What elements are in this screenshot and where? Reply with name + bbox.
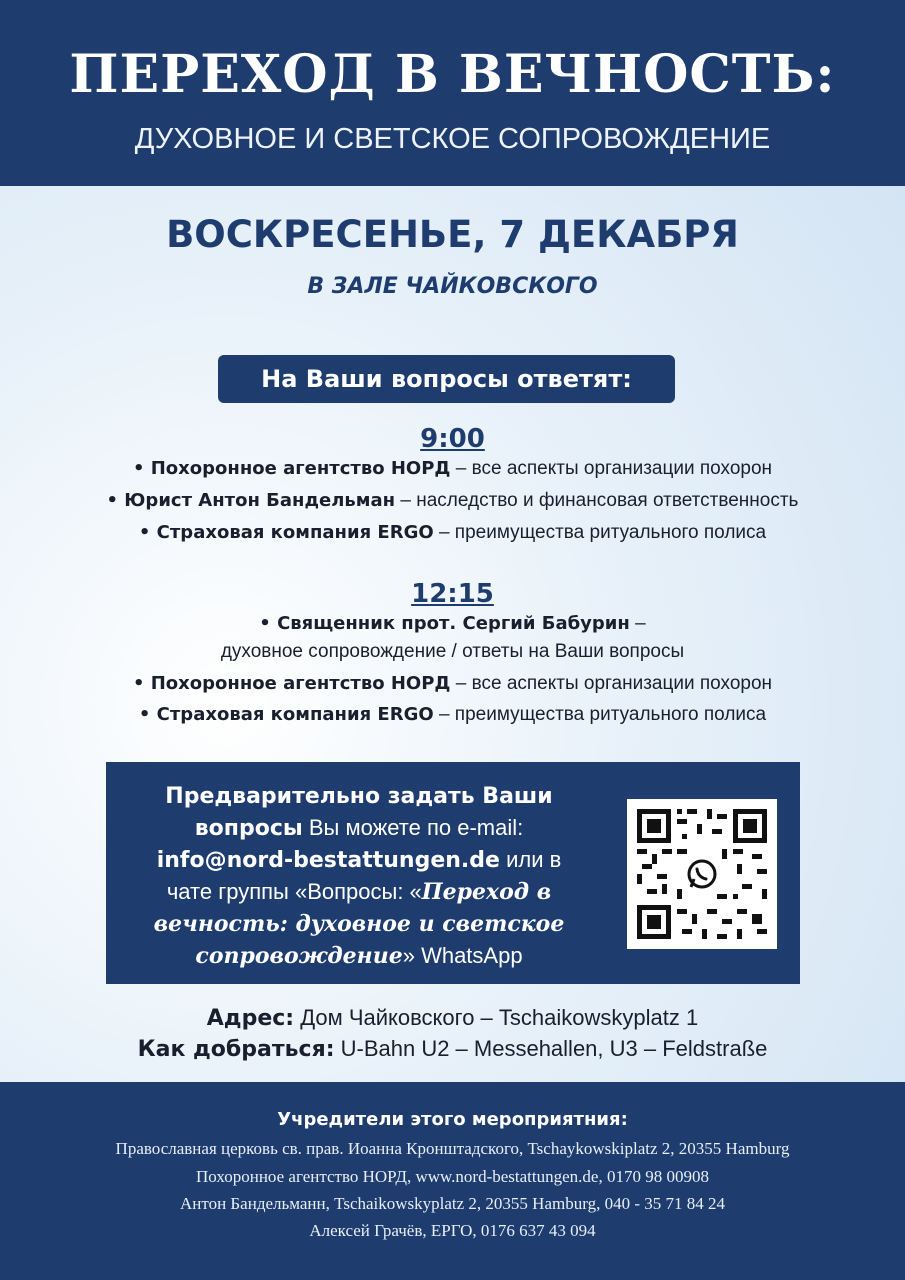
session-2-item-2: • Похоронное агентство НОРД – все аспекты организации похорон [132, 673, 773, 694]
qr-code-whatsapp-icon[interactable] [627, 799, 777, 949]
email-link[interactable]: info@nord-bestattungen.de [156, 848, 500, 873]
session-1-item-1: • Похоронное агентство НОРД – все аспекты организации похорон [132, 458, 773, 479]
session-2-item-1-cont: духовное сопровождение / ответы на Ваши вопросы [220, 641, 685, 662]
page-subtitle: ДУХОВНОЕ И СВЕТСКОЕ СОПРОВОЖДЕНИЕ [134, 123, 771, 155]
ask-questions-box [106, 762, 800, 984]
page-title: ПЕРЕХОД В ВЕЧНОСТЬ: [69, 44, 836, 105]
footer-line-lawyer: Антон Бандельманн, Tschaikowskyplatz 2, 20355 Hamburg, 040 - 35 71 84 24 [179, 1194, 725, 1213]
session-time-2: 12:15 [411, 579, 494, 609]
session-1-item-3: • Страховая компания ERGO – преимущества ритуального полиса [138, 522, 767, 543]
address-line: Адрес: Дом Чайковского – Tschaikowskyplatz 1 [206, 1005, 699, 1031]
session-1-item-2: • Юрист Антон Бандельман – наследство и финансовая ответственность [106, 490, 799, 511]
header-banner [0, 0, 905, 186]
session-time-1: 9:00 [420, 424, 485, 454]
session-2-item-1: • Священник прот. Сергий Бабурин – [259, 613, 646, 634]
footer-line-insurance: Алексей Грачёв, ЕРГО, 0176 637 43 094 [309, 1221, 596, 1240]
answers-heading: На Ваши вопросы ответят: [218, 355, 675, 403]
ask-text: Предварительно задать Ваши вопросы Вы можете по e-mail: info@nord-bestattungen.de или в чате группы «Вопросы: «Переход в вечность: духовное и светское сопровождение» WhatsApp [153, 784, 565, 969]
footer-title: Учредители этого мероприятния: [277, 1109, 628, 1130]
event-date: ВОСКРЕСЕНЬЕ, 7 ДЕКАБРЯ [166, 213, 739, 256]
footer-line-agency: Похоронное агентство НОРД, www.nord-bestattungen.de, 0170 98 00908 [196, 1167, 709, 1186]
session-2-item-3: • Страховая компания ERGO – преимущества ритуального полиса [138, 704, 767, 725]
footer-organizers [0, 1082, 905, 1280]
directions-line: Как добраться: U-Bahn U2 – Messehallen, U3 – Feldstraße [137, 1036, 768, 1062]
footer-line-church: Православная церковь св. прав. Иоанна Кронштадского, Tschaykowskiplatz 2, 20355 Hamburg [115, 1139, 790, 1158]
event-place: В ЗАЛЕ ЧАЙКОВСКОГО [307, 274, 598, 299]
